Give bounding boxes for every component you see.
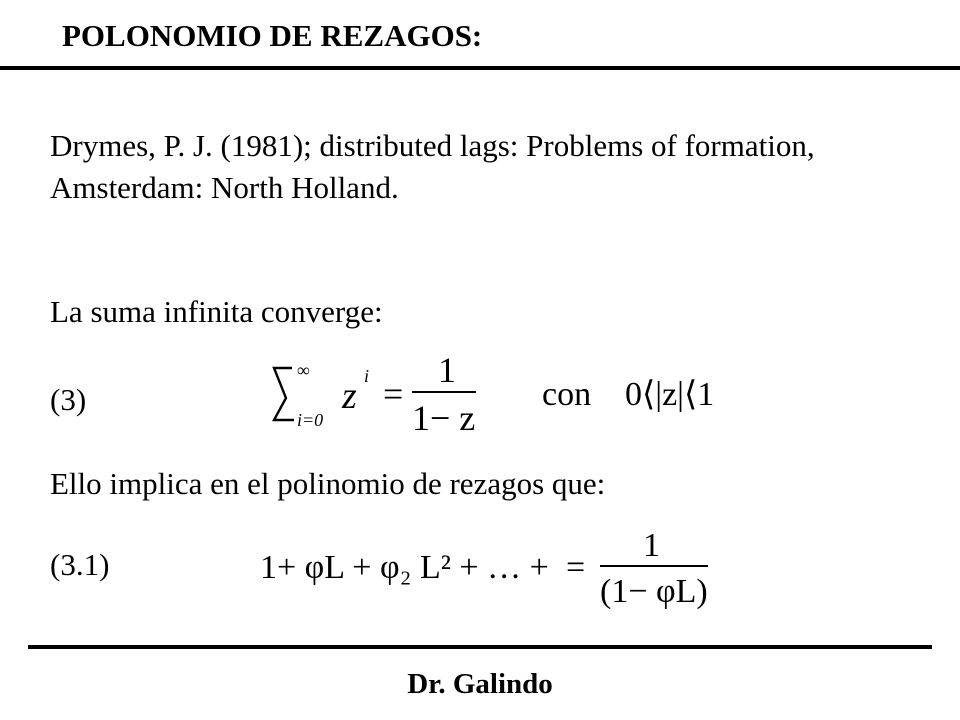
convergence-intro: La suma infinita converge: xyxy=(50,294,383,329)
author-footer: Dr. Galindo xyxy=(407,668,553,700)
implication-text: Ello implica en el polinomio de rezagos que: xyxy=(50,466,606,501)
polynomial-lhs: 1+ φL + φ₂ L² + … + xyxy=(260,549,549,586)
title-divider xyxy=(0,66,960,70)
equation-3-label: (3) xyxy=(50,382,87,417)
condition-word: con xyxy=(542,376,592,413)
reference-line-1: Drymes, P. J. (1981); distributed lags: Problems of formation, xyxy=(50,128,815,163)
sum-term-exponent: i xyxy=(364,366,370,386)
condition-expression: 0⟨|z|⟨1 xyxy=(625,376,715,413)
equation-3-1-label: (3.1) xyxy=(50,547,110,582)
equation-3 xyxy=(260,348,730,438)
fraction-numerator-2: 1 xyxy=(643,527,660,564)
equals-sign-2: = xyxy=(566,549,586,586)
footer-divider xyxy=(28,645,932,649)
summation-sign xyxy=(274,368,294,420)
equals-sign: = xyxy=(383,374,404,414)
sum-upper-limit: ∞ xyxy=(297,360,310,380)
fraction-denominator-2: (1− φL) xyxy=(600,573,708,610)
fraction-numerator: 1 xyxy=(438,350,456,390)
sum-term: z xyxy=(342,375,357,417)
reference-line-2: Amsterdam: North Holland. xyxy=(50,170,399,205)
sum-lower-limit: i=0 xyxy=(297,410,324,430)
equation-3-1 xyxy=(260,528,720,608)
fraction-denominator: 1− z xyxy=(412,398,476,438)
slide-title: POLONOMIO DE REZAGOS: xyxy=(62,18,483,53)
